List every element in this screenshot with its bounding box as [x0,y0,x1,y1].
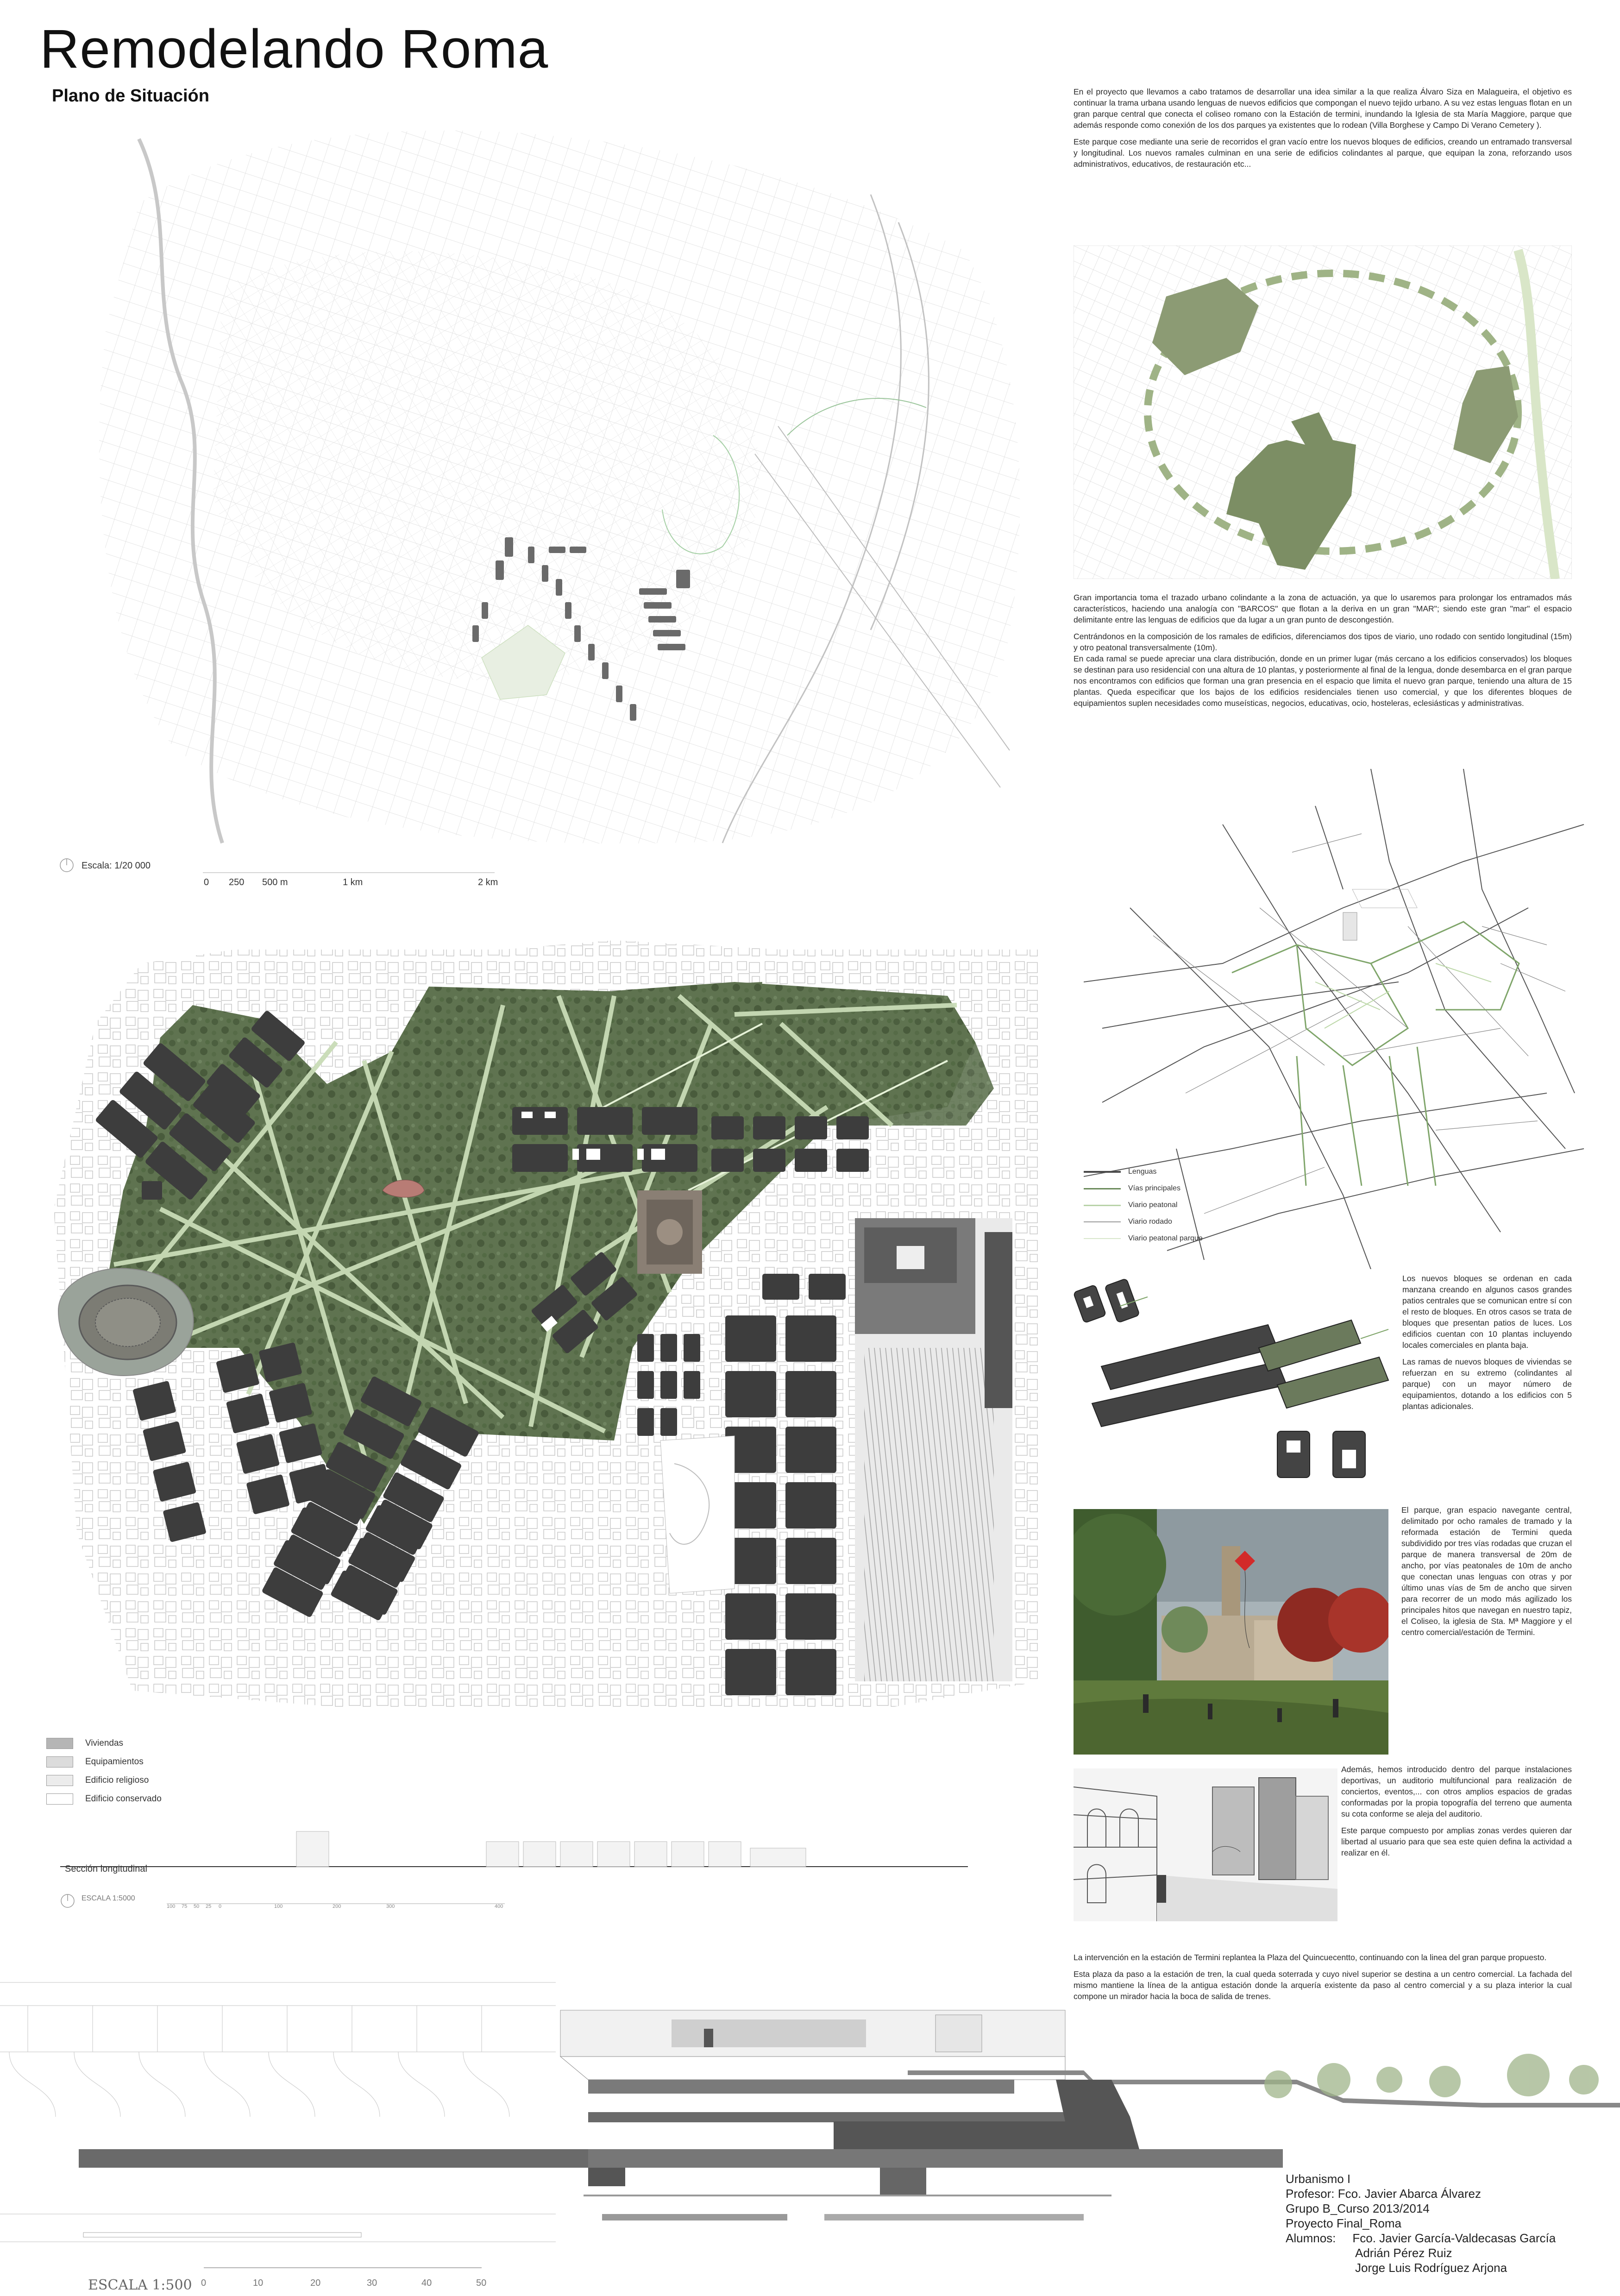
scale-tick: 0 [219,1904,222,1909]
master-plan [40,931,1059,1709]
section-scale-label: ESCALA 1:5000 [82,1894,135,1902]
blocks-paragraph: Las ramas de nuevos bloques de viviendas se refuerzan en su extremo (colindantes al parque) con un mayor número de equipamientos, dotando a los edificios con 5 plantas adicionales. [1402,1357,1572,1411]
scale-label-top: Escala: 1/20 000 [82,861,151,871]
scale-tick: 1 km [343,877,363,887]
facilities-paragraph: Además, hemos introducido dentro del parque instalaciones deportivas, un auditorio multifuncional para realización de conciertos, eventos,... con otros amplios espacios de gradas conformadas por la propia topografía del terreno que aumenta su cota conforme se aleja del auditorio. [1341,1765,1572,1818]
course-name: Urbanismo I [1286,2172,1351,2186]
plan-legend-item [46,1771,278,1790]
scale-tick: 300 [386,1904,395,1909]
concept-diagram [1074,245,1572,579]
santa-maria-maggiore [637,1190,702,1274]
credits [1286,2171,1610,2275]
plan-legend-item [46,1753,278,1771]
legend-label: Lenguas [1128,1168,1157,1176]
road-legend-item [1084,1214,1278,1230]
scale-tick: 100 [167,1904,176,1909]
project: Proyecto Final_Roma [1286,2216,1401,2230]
legend-swatch [46,1756,73,1768]
group: Grupo B_Curso 2013/2014 [1286,2202,1430,2215]
intro-text [1074,86,1572,175]
road-legend [1084,1164,1278,1247]
scale-tick: 0 [201,2278,207,2288]
plan-legend [46,1734,278,1808]
legend-label: Viario peatonal [1128,1201,1178,1209]
page-title: Remodelando Roma [40,19,549,80]
scale-tick: 25 [206,1904,212,1909]
scale-tick: 400 [495,1904,503,1909]
legend-label: Vías principales [1128,1184,1180,1192]
intro-paragraph: En el proyecto que llevamos a cabo tratamos de desarrollar una idea similar a la que realiza Álvaro Siza en Malagueira, el objetivo es continuar la trama urbana usando lenguas de nuevos edificios que compongan el nuevo tejido urbano. A su vez estas lenguas flotan en un gran parque central que conecta el coliseo romano con la Estación de termini, inundando la Iglesia de sta María Maggiore, parque que además responde como conexión de los dos parques ya existentes que lo rodean (Villa Borghese y Campo Di Verano Cemetery ). [1074,87,1572,130]
scale-tick: 50 [476,2278,487,2288]
students-label: Alumnos: [1286,2231,1336,2245]
intro-paragraph: Este parque cose mediante una serie de recorridos el gran vacío entre los nuevos bloques de edificios, creando un entramado transversal y longitudinal. Los nuevos ramales culminan en una serie de edificios colindantes al parque, que equipan la zona, reforzando usos administrativos, educativos, de restauración etc... [1074,137,1572,169]
urban-layout-text [1074,592,1572,714]
legend-label: Viario rodado [1128,1218,1172,1226]
legend-swatch [1084,1171,1121,1173]
scale-tick: 0 [204,877,209,887]
legend-label: Edificio conservado [85,1794,162,1804]
road-legend-item [1084,1164,1278,1180]
blocks-axonometric [1074,1278,1398,1487]
legend-label: Edificio religioso [85,1775,149,1785]
legend-swatch [46,1738,73,1749]
blocks-text [1402,1273,1572,1417]
road-legend-item [1084,1180,1278,1197]
conserved-building [660,1436,735,1593]
scale-tick: 200 [333,1904,341,1909]
professor: Profesor: Fco. Javier Abarca Álvarez [1286,2187,1481,2201]
scale-tick: 20 [310,2278,321,2288]
plan-legend-item [46,1790,278,1808]
legend-swatch [1084,1205,1121,1206]
termini-paragraph: Esta plaza da paso a la estación de tren, la cual queda soterrada y cuyo nivel superior se destina a un centro comercial. La fachada del mismo mantiene la línea de la antigua estación donde la arquería existente da paso al centro comercial y a su plaza interior la cual compone un mirador hacia la boca de salida de trenes. [1074,1969,1572,2001]
facilities-paragraph: Este parque compuesto por amplias zonas verdes quieren dar libertad al usuario para que sea este quien defina la actividad a realizar en él. [1341,1826,1572,1857]
student-name: Fco. Javier García-Valdecasas García [1352,2231,1556,2245]
road-legend-item [1084,1197,1278,1214]
section-label: Sección longitudinal [65,1864,147,1874]
legend-swatch [1084,1238,1121,1239]
scale-tick: 500 m [262,877,288,887]
plan-legend-item [46,1734,278,1753]
auditorium-sketch [1074,1768,1337,1921]
legend-label: Viario peatonal parque [1128,1234,1203,1242]
scale-tick: 2 km [478,877,498,887]
termini-station [855,1218,1012,1681]
scale-tick: 100 [274,1904,283,1909]
park-render [1074,1509,1388,1755]
section-scale [60,1890,523,1918]
legend-label: Equipamientos [85,1757,144,1767]
park-paragraph: El parque, gran espacio navegante central, delimitado por ocho ramales de tramado y la reformada estación de Termini queda subdividido por tres vías rodadas que cruzan el parque de manera transversal de 20m de ancho, por vías peatonales de 10m de ancho que conectan unas lenguas con otras y por último unas vías de 5m de ancho que sirven para recorrer de un modo más agilizado los principales hitos que navegan en nuestro tapiz, el Coliseo, la iglesia de Sta. Mª Maggiore y el centro comercial/estación de Termini. [1401,1505,1572,1637]
facilities-text [1341,1764,1572,1864]
urban-paragraph: Centrándonos en la composición de los ramales de edificios, diferenciamos dos tipos de viario, uno rodado con sentido longitudinal (15m) y otro peatonal transversalmente (10m). [1074,632,1572,652]
scale-tick: 30 [367,2278,377,2288]
legend-swatch [46,1793,73,1805]
blocks-paragraph: Los nuevos bloques se ordenan en cada manzana creando en algunos casos grandes patios centrales que se comunican entre sí con el resto de bloques. En otros casos se trata de bloques que presentan patios de luces. Los edificios cuentan con 10 plantas incluyendo locales comerciales en planta baja. [1402,1274,1572,1350]
page-subtitle: Plano de Situación [52,86,209,106]
urban-paragraph: En cada ramal se puede apreciar una clara distribución, donde en un primer lugar (más cercano a los edificios conservados) los bloques se destinan para uso residencial con una altura de 10 plantas, y posteriormente al final de la lengua, donde desembarca en el gran parque nos encontramos con edificios que forman una gran presencia en el espacio que limita el nuevo gran parque, teniendo una altura de 15 plantas. Queda especificar que los bajos de los edificios residenciales tienen uso comercial, y que los diferentes bloques de equipamientos suplen necesidades como museísticas, negocios, educativas, ocio, hosteleras, eclesiásticas y administrativas. [1074,654,1572,708]
road-legend-item [1084,1230,1278,1247]
scale-tick: 250 [229,877,245,887]
park-text [1401,1504,1572,1643]
scale-tick: 10 [253,2278,264,2288]
longitudinal-section [60,1825,968,1871]
student-name: Adrián Pérez Ruiz [1355,2246,1452,2260]
bottom-scale-label: ESCALA 1:500 [88,2277,192,2293]
legend-swatch [1084,1188,1121,1189]
termini-paragraph: La intervención en la estación de Termini replantea la Plaza del Quincuecentto, continuando con la linea del gran parque propuesto. [1074,1953,1547,1962]
scale-tick: 50 [194,1904,200,1909]
legend-swatch [1084,1221,1121,1222]
scale-tick: 75 [182,1904,188,1909]
legend-label: Viviendas [85,1738,124,1748]
situation-map [83,102,1037,852]
students-row [1286,2231,1610,2246]
legend-swatch [46,1775,73,1786]
student-name: Jorge Luis Rodríguez Arjona [1355,2261,1507,2275]
urban-paragraph: Gran importancia toma el trazado urbano colindante a la zona de actuación, ya que lo usaremos para prolongar los entramados más característicos, haciendo una analogía con "BARCOS" que flotan a la deriva en un gran "MAR"; siendo este gran "mar" el espacio delimitante entre las lenguas de edificios que da lugar a un gran punto de descongestión. [1074,593,1572,624]
scale-tick: 40 [421,2278,432,2288]
